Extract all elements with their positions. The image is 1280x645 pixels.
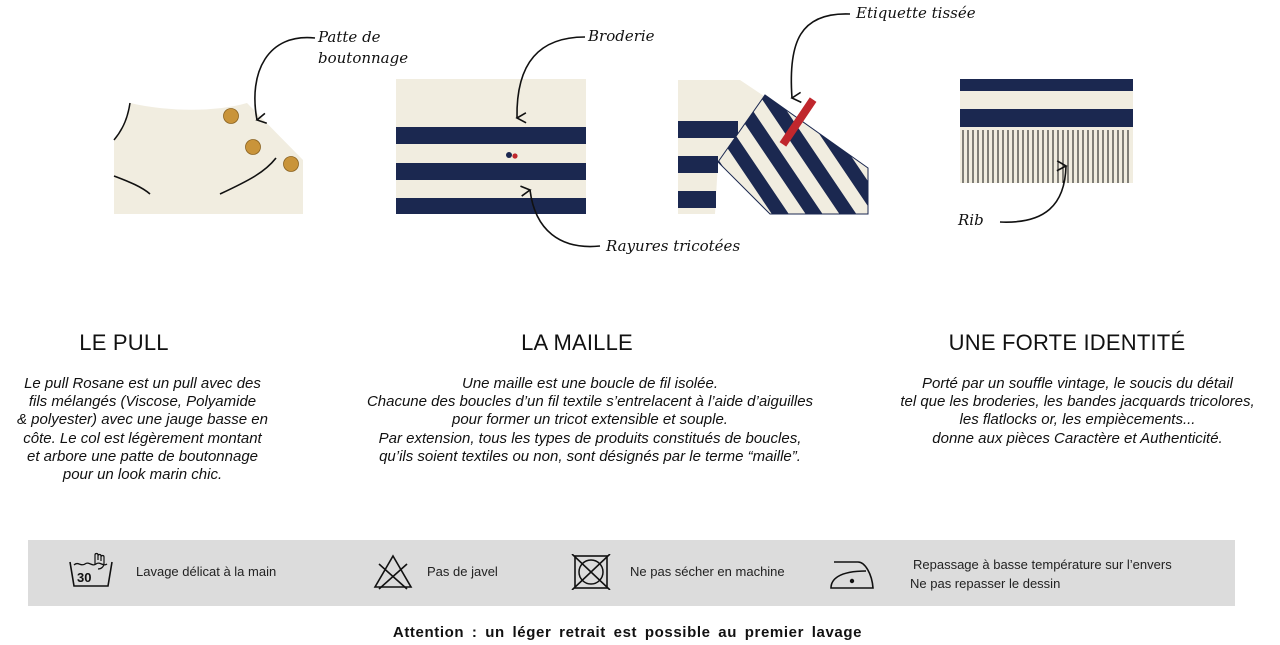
wash-temperature: 30: [77, 570, 92, 585]
dry-label: Ne pas sécher en machine: [630, 564, 785, 579]
text-line: Porté par un souffle vintage, le soucis du détail: [921, 375, 1234, 392]
iron-label-1: Repassage à basse température sur l’envers: [913, 557, 1172, 572]
le-pull-description: [0, 375, 285, 484]
care-instructions-bar: [28, 540, 1235, 606]
le-pull-title: LE PULL: [79, 330, 169, 355]
text-line: les flatlocks or, les empiècements...: [959, 411, 1196, 429]
annotation-rib-label: Rib: [958, 211, 984, 229]
button-3: [284, 157, 299, 172]
text-line: donne aux pièces Caractère et Authenticité.: [932, 429, 1223, 447]
woven-label-illustration: [671, 14, 898, 270]
knit-stripes-illustration: [396, 37, 600, 247]
rib-cuff-illustration: [960, 79, 1133, 222]
wash-label: Lavage délicat à la main: [136, 564, 277, 579]
annotation-patte-line-1: Patte de: [318, 28, 381, 46]
iron-low-icon: [828, 556, 876, 590]
bleach-label: Pas de javel: [427, 564, 498, 579]
text-line: et arbore une patte de boutonnage: [26, 447, 259, 465]
annotation-patte-line-2: boutonnage: [318, 49, 409, 67]
text-line: fils mélangés (Viscose, Polyamide: [28, 393, 257, 411]
la-maille-description: [330, 375, 850, 466]
button-2: [246, 140, 261, 155]
no-tumble-dry-icon: [571, 554, 611, 590]
text-line: qu’ils soient textiles ou non, sont désignés par le terme “maille”.: [379, 447, 801, 465]
text-line: tel que les broderies, les bandes jacquards tricolores,: [900, 393, 1255, 411]
text-line: pour un look marin chic.: [62, 466, 223, 484]
no-bleach-icon: [373, 554, 413, 590]
iron-label-2: Ne pas repasser le dessin: [910, 576, 1061, 591]
text-line: & polyester) avec une jauge basse en: [17, 411, 268, 429]
text-line: Par extension, tous les types de produits constitués de boucles,: [378, 429, 802, 447]
shrinkage-warning: Attention : un léger retrait est possible au premier lavage: [392, 624, 863, 641]
text-line: pour former un tricot extensible et souple.: [452, 411, 728, 429]
text-line: Une maille est une boucle de fil isolée.: [462, 375, 718, 392]
annotation-rayures-label: Rayures tricotées: [606, 237, 741, 255]
text-line: Chacune des boucles d’un fil textile s’entrelacent à l’aide d’aiguilles: [366, 393, 814, 411]
collar-placket-illustration: [114, 38, 315, 214]
forte-identite-description: [875, 375, 1280, 448]
annotation-patte-label: [318, 27, 408, 69]
la-maille-title: LA MAILLE: [521, 330, 633, 355]
text-line: Le pull Rosane est un pull avec des: [24, 375, 261, 392]
annotation-etiquette-label: Etiquette tissée: [856, 4, 976, 22]
annotation-broderie-label: Broderie: [588, 27, 655, 45]
button-1: [224, 109, 239, 124]
text-line: côte. Le col est légèrement montant: [23, 429, 262, 447]
forte-identite-title: UNE FORTE IDENTITÉ: [948, 330, 1186, 355]
hand-wash-30-icon: [68, 550, 116, 592]
